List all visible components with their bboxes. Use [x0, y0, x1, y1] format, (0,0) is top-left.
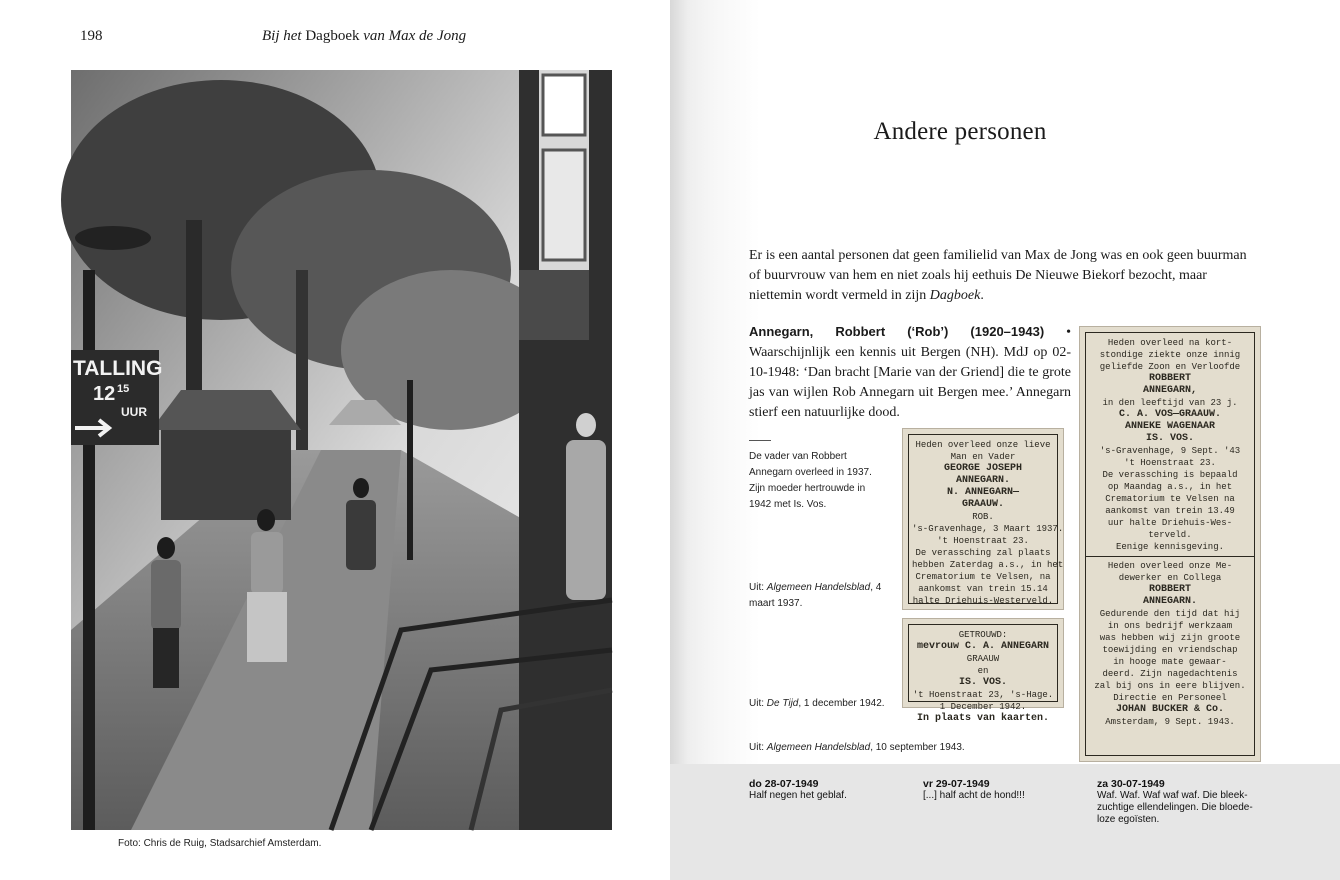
clipping-1-body — [908, 434, 1064, 606]
clipping-line: De verassching is bepaald — [1102, 470, 1238, 480]
clipping-3-body — [1085, 332, 1255, 756]
clipping-line: ANNEGARN, — [1142, 385, 1197, 396]
intro-end: . — [980, 288, 984, 303]
clipping-line: N. ANNEGARN— — [946, 487, 1019, 498]
street-photo — [71, 70, 612, 830]
entry-name: Annegarn, Robbert (‘Rob’) (1920–1943) — [749, 324, 1045, 339]
clipping-line: GEORGE JOSEPH — [943, 463, 1022, 474]
clipping-line: Heden overleed na kort- — [1107, 338, 1233, 348]
clipping-line: in hooge mate gewaar- — [1113, 657, 1227, 667]
clipping-line: Amsterdam, 9 Sept. 1943. — [1105, 717, 1235, 727]
side-note: De vader van Robbert Annegarn overleed in 1937. Zijn moeder hertrouwde in 1942 met Is. Vos. — [749, 451, 872, 510]
clipping-line: Crematorium te Velsen, na — [915, 572, 1051, 582]
clipping-line: aankomst van trein 13.49 — [1105, 506, 1235, 516]
clipping-death-notice-1937 — [902, 428, 1064, 610]
diary-text-3: Waf. Waf. Waf waf waf. Die bleek-zuchtige ellendelingen. Die bloede-loze egoïsten. — [1097, 790, 1253, 825]
clipping-marriage-1942 — [902, 618, 1064, 724]
clipping-line: Gedurende den tijd dat hij — [1099, 609, 1241, 619]
diary-date-3: za 30-07-1949 — [1097, 778, 1165, 790]
intro-paragraph — [749, 246, 1249, 306]
caption-3-source: Algemeen Handelsblad — [766, 742, 871, 753]
entry-text: Waarschijnlijk een kennis uit Bergen (NH). MdJ op 02-10-1948: ‘Dan bracht [Marie van der Griend] die te grote jas van wijlen Rob Annegarn uit Bergen mee.’ Annegarn stierf een natuurlijke dood. — [749, 345, 1071, 420]
clipping-line: ROBBERT — [1148, 373, 1191, 384]
caption-1 — [749, 580, 889, 612]
running-head — [262, 28, 466, 45]
clipping-line: GRAAUW. — [961, 499, 1004, 510]
diary-date-2: vr 29-07-1949 — [923, 778, 990, 790]
clipping-line: Heden overleed onze Me- — [1107, 561, 1233, 571]
caption-3 — [749, 740, 979, 756]
clipping-line: en — [977, 666, 989, 676]
clipping-line: zal bij ons in eere blijven. — [1094, 681, 1246, 691]
clipping-line: terveld. — [1148, 530, 1192, 540]
caption-2 — [749, 696, 899, 712]
diary-entry-3 — [1097, 778, 1259, 826]
diary-date-1: do 28-07-1949 — [749, 778, 819, 790]
clipping-line: 't Hoenstraat 23. — [1124, 458, 1216, 468]
clipping-line: IS. VOS. — [958, 677, 1007, 688]
clipping-line: 't Hoenstraat 23, 's-Hage. — [912, 690, 1054, 700]
clipping-line: ROBBERT — [1148, 584, 1191, 595]
clipping-line: ANNEKE WAGENAAR — [1124, 421, 1215, 432]
clipping-line: dewerker en Collega — [1118, 573, 1222, 583]
clipping-line: toewijding en vriendschap — [1102, 645, 1238, 655]
caption-3-pre: Uit: — [749, 742, 767, 753]
person-entry — [749, 322, 1071, 423]
intro-text: Er is een aantal personen dat geen familielid van Max de Jong was en ook geen buurman of buurvrouw van hem en niet zoals hij eethuis De Nieuwe Biekorf bezocht, maar niettemin wordt vermeld in zijn — [749, 248, 1247, 303]
caption-2-source: De Tijd — [766, 698, 799, 709]
clipping-line: was hebben wij zijn groote — [1099, 633, 1241, 643]
diary-text-2: [...] half acht de hond!!! — [923, 790, 1025, 801]
clipping-line: ROB. — [972, 512, 994, 522]
clipping-line: 't Hoenstraat 23. — [937, 536, 1029, 546]
clipping-line: JOHAN BUCKER & Co. — [1115, 704, 1225, 715]
clipping-line: op Maandag a.s., in het — [1107, 482, 1233, 492]
clipping-line: IS. VOS. — [1145, 433, 1194, 444]
diary-entry-2 — [923, 778, 1073, 802]
photo-sign-sup: 15 — [117, 383, 130, 395]
intro-italic: Dagboek — [929, 288, 981, 303]
clipping-line: stondige ziekte onze innig — [1099, 350, 1241, 360]
running-head-pre: Bij het — [262, 28, 306, 44]
entry-bullet: • — [1044, 325, 1071, 340]
clipping-line: GETROUWD: — [958, 630, 1008, 640]
clipping-line: C. A. VOS—GRAAUW. — [1118, 409, 1222, 420]
note-rule — [749, 440, 771, 441]
clipping-line: 's-Gravenhage, 3 Maart 1937. — [912, 524, 1064, 534]
clipping-line: ANNEGARN. — [955, 475, 1010, 486]
clipping-line: De verassching zal plaats — [915, 548, 1051, 558]
clipping-line: Directie en Personeel — [1113, 693, 1227, 703]
clipping-line: aankomst van trein 15.14 — [918, 584, 1048, 594]
clipping-line: Crematorium te Velsen na — [1105, 494, 1235, 504]
clipping-death-notice-1943 — [1079, 326, 1261, 762]
chapter-title: Andere personen — [873, 118, 1047, 145]
clipping-line: in den leeftijd van 23 j. — [1102, 398, 1238, 408]
running-head-book: Dagboek — [305, 28, 360, 44]
clipping-line: hebben Zaterdag a.s., in het — [912, 560, 1064, 570]
clipping-line: Eenige kennisgeving. — [1115, 542, 1225, 552]
page-number: 198 — [80, 28, 103, 44]
clipping-line: in ons bedrijf werkzaam — [1107, 621, 1233, 631]
clipping-separator — [1086, 556, 1254, 557]
clipping-line: halte Driehuis-Westerveld. — [912, 596, 1054, 606]
clipping-line: mevrouw C. A. ANNEGARN — [916, 641, 1050, 652]
clipping-line: uur halte Driehuis-Wes- — [1107, 518, 1233, 528]
clipping-line: In plaats van kaarten. — [916, 713, 1050, 724]
photo-sign-line1: TALLING — [73, 357, 163, 380]
diary-text-1: Half negen het geblaf. — [749, 790, 847, 801]
caption-2-post: , 1 december 1942. — [798, 698, 885, 709]
caption-2-pre: Uit: — [749, 698, 767, 709]
clipping-line: Heden overleed onze lieve — [915, 440, 1051, 450]
clipping-line: deerd. Zijn nagedachtenis — [1102, 669, 1238, 679]
clipping-2-body — [908, 624, 1058, 724]
caption-3-post: , 10 september 1943. — [870, 742, 965, 753]
photo-sign-line3: UUR — [121, 405, 147, 419]
caption-1-source: Algemeen Handelsblad — [766, 582, 871, 593]
clipping-line: ANNEGARN. — [1142, 596, 1197, 607]
caption-1-post: , 4 maart 1937. — [749, 582, 882, 609]
clipping-line: 1 December 1942. — [939, 702, 1027, 712]
clipping-line: 's-Gravenhage, 9 Sept. '43 — [1099, 446, 1241, 456]
photo-credit: Foto: Chris de Ruig, Stadsarchief Amsterdam. — [118, 838, 322, 849]
diary-entry-1 — [749, 778, 899, 802]
clipping-line: Man en Vader — [950, 452, 1016, 462]
running-head-post: van Max de Jong — [359, 28, 467, 44]
photo-sign-line2: 12 — [93, 383, 116, 405]
caption-1-pre: Uit: — [749, 582, 767, 593]
clipping-line: geliefde Zoon en Verloofde — [1099, 362, 1241, 372]
clipping-line: GRAAUW — [966, 654, 1000, 664]
